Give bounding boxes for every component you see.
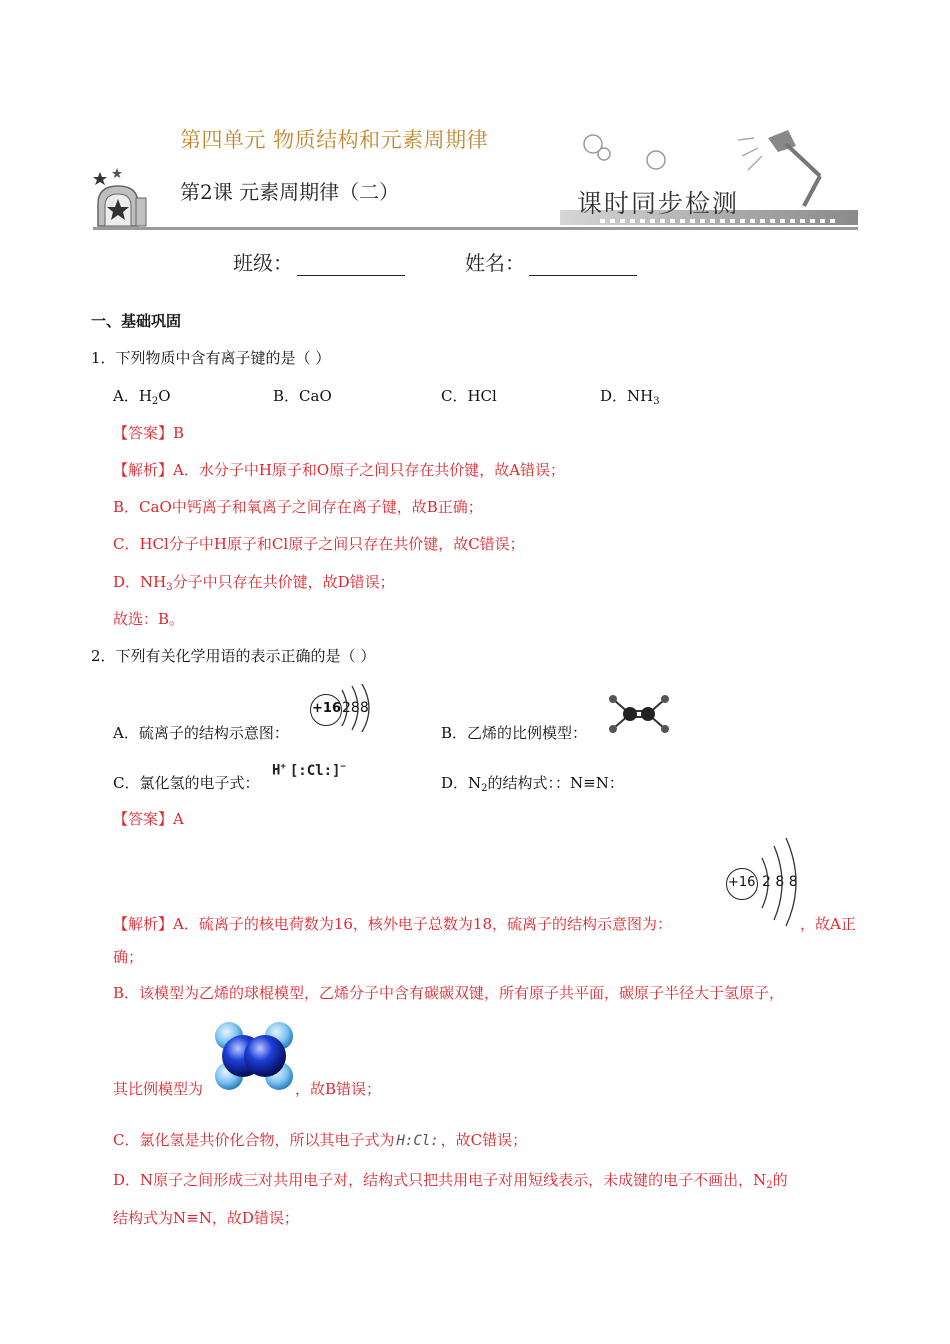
- q2-analysis-diagram: [724, 836, 804, 928]
- class-blank: [297, 253, 405, 276]
- q2-option-c-cl-sup: −: [340, 762, 346, 772]
- q1-analysis-line5: 故选：B。: [113, 610, 185, 628]
- q2-analysis-c-line-prefix: C．氯化氢是共价化合物，所以其电子式为: [113, 1131, 395, 1149]
- q1-option-a-sub: 2: [151, 396, 159, 407]
- lesson-title: 第2课 元素周期律（二）: [180, 180, 400, 204]
- q2-analysis-d-line1: [113, 1169, 788, 1191]
- q1-option-a: [113, 385, 171, 407]
- q1-answer: 【答案】B: [113, 424, 185, 442]
- q2-option-c-h-sup: +: [280, 762, 286, 772]
- q2-stem: 2．下列有关化学用语的表示正确的是（ ）: [91, 647, 376, 665]
- q2-analysis-d-line2: 结构式为N≡N，故D错误；: [113, 1209, 299, 1227]
- q2-analysis-shells: 2 8 8: [762, 874, 798, 890]
- q1-analysis-line4-text: D．NH: [113, 573, 167, 591]
- q2-analysis-a-line2: 确；: [113, 948, 144, 966]
- q1-analysis-line4: [113, 571, 395, 593]
- q2-option-d-text: D．N: [441, 774, 482, 792]
- q1-stem: 1．下列物质中含有离子键的是（ ）: [91, 349, 331, 367]
- q2-analysis-a-line1: [113, 913, 672, 934]
- ethylene-space-filling-icon: [213, 1020, 295, 1092]
- q2-option-d: [441, 772, 624, 794]
- q1-analysis-line4-sub: 3: [166, 582, 173, 593]
- q2-option-a: A．硫离子的结构示意图：: [113, 724, 289, 742]
- q2-option-d-sub: 2: [481, 783, 488, 794]
- q2-option-b: B．乙烯的比例模型：: [441, 724, 588, 742]
- q2-analysis-b-line2-prefix: 其比例模型为: [113, 1080, 204, 1098]
- q1-option-c: C．HCl: [441, 387, 497, 405]
- q1-analysis-line1: 【解析】A．水分子中H原子和O原子之间只存在共价键，故A错误；: [113, 461, 566, 479]
- q1-option-b: B．CaO: [273, 387, 332, 405]
- q2-analysis-a-line1-text: 【解析】A．硫离子的核电荷数为16，核外电子总数为18，硫离子的结构示意图为：: [113, 915, 673, 933]
- banner-text: 课时同步检测: [577, 189, 740, 218]
- q2-option-a-diagram: [308, 684, 378, 732]
- q2-analysis-c-line-suffix: ，故C错误；: [440, 1131, 528, 1149]
- q1-analysis-line2: B．CaO中钙离子和氧离子之间存在离子键，故B正确；: [113, 498, 483, 516]
- q1-option-a-suffix: O: [158, 387, 171, 405]
- q2-analysis-d-line1-sub: 2: [766, 1180, 773, 1191]
- q2-analysis-c-formula: H:Cl:: [396, 1133, 439, 1149]
- name-field: [465, 247, 637, 276]
- star-badge-icon: [90, 168, 150, 230]
- q2-option-c: C．氯化氢的电子式：: [113, 774, 260, 792]
- q2-analysis-b-line1: B．该模型为乙烯的球棍模型，乙烯分子中含有碳碳双键，所有原子共平面，碳原子半径大于氢原子，: [113, 984, 785, 1002]
- q1-option-a-text: A．H: [113, 387, 152, 405]
- q2-option-c-formula: [272, 762, 346, 779]
- unit-title: 第四单元 物质结构和元素周期律: [180, 128, 489, 152]
- q1-analysis-line4-suffix: 分子中只存在共价键，故D错误；: [172, 573, 395, 591]
- ethylene-ball-stick-icon: [606, 694, 672, 734]
- q1-option-d-sub: 3: [653, 396, 660, 407]
- q2-option-a-nucleus: +16: [312, 701, 341, 716]
- q2-option-d-suffix: 的结构式：：N≡N：: [487, 774, 624, 792]
- q2-option-c-cl: [:Cl:]: [289, 762, 341, 779]
- class-field: [233, 247, 405, 276]
- q2-analysis-d-line1-text: D．N原子之间形成三对共用电子对，结构式只把共用电子对用短线表示，未成键的电子不画出，N: [113, 1171, 767, 1189]
- q2-analysis-b-line2: [113, 1078, 203, 1099]
- q2-analysis-a-line1-end: ，故A正: [800, 915, 856, 933]
- q2-analysis-nucleus: +16: [728, 875, 756, 890]
- header-rule: [93, 227, 858, 230]
- q2-option-c-h: H: [272, 762, 281, 779]
- q1-option-d: [600, 385, 660, 407]
- name-label: 姓名：: [465, 251, 525, 275]
- q1-option-d-text: D．NH: [600, 387, 654, 405]
- q2-answer: 【答案】A: [113, 810, 184, 828]
- q1-analysis-line3: C．HCl分子中H原子和Cl原子之间只存在共价键，故C错误；: [113, 535, 525, 553]
- q2-analysis-d-line1-suffix: 的: [772, 1171, 788, 1189]
- q2-option-a-arcs-icon: [336, 684, 376, 732]
- q2-analysis-c-line: [113, 1129, 527, 1150]
- q2-analysis-arcs-icon: [754, 836, 804, 928]
- name-blank: [529, 253, 637, 276]
- q2-analysis-b-line2-end: ，故B错误；: [295, 1080, 382, 1098]
- class-label: 班级：: [233, 251, 293, 275]
- q2-option-a-shells: 288: [342, 700, 369, 716]
- section-title: 一、基础巩固: [91, 312, 182, 330]
